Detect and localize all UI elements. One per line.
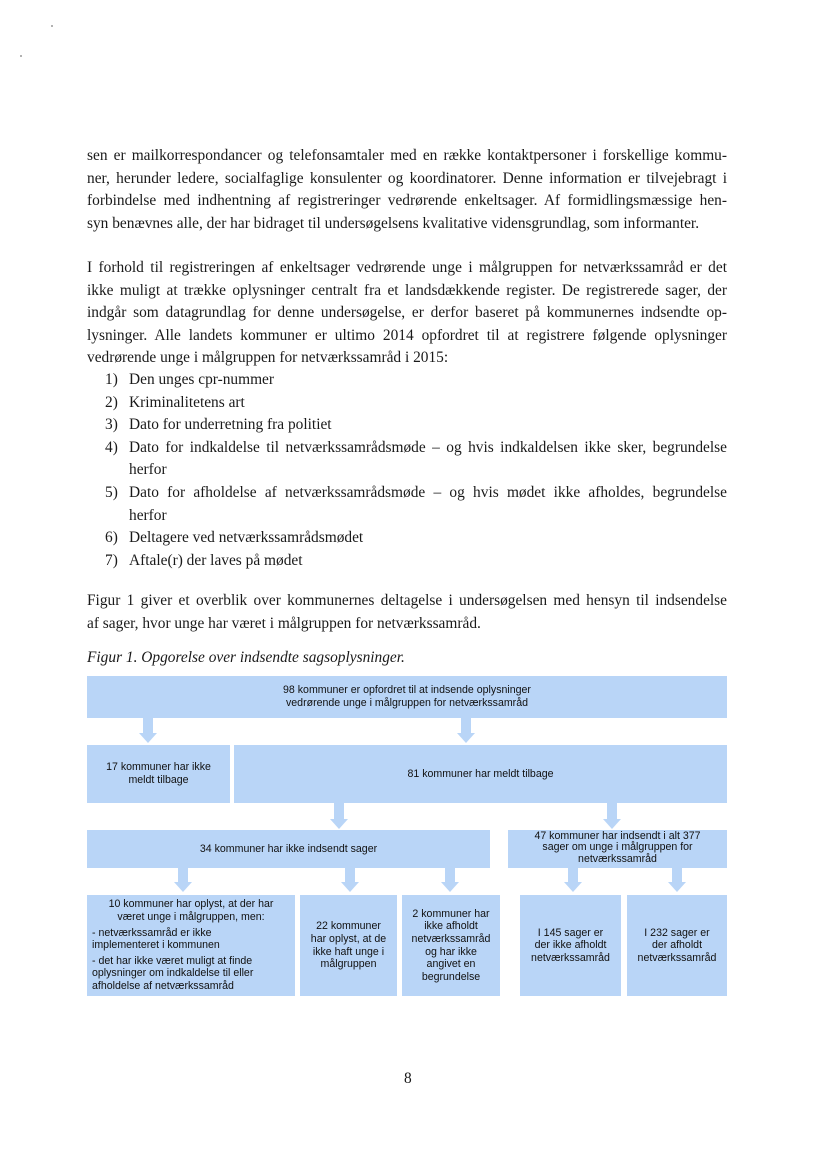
box-text: angivet en: [426, 958, 476, 971]
box-text: 10 kommuner har oplyst, at der har: [108, 898, 274, 911]
box-bullet: oplysninger om indkaldelse til eller: [92, 967, 254, 980]
box-text: begrundelse: [421, 970, 481, 983]
box-2-municipalities: [402, 895, 500, 996]
text-line: forbindelse med indhentning af registreringer vedrørende enkeltsager. Af formidlingsmæssige hen-: [87, 192, 727, 210]
box-text: ikke afholdt: [424, 920, 478, 933]
box-text: I 145 sager er: [537, 926, 604, 939]
list-text: Den unges cpr-nummer: [129, 371, 275, 388]
list-item: [87, 369, 727, 392]
list-item: [87, 482, 727, 527]
box-text: der ikke afholdt: [534, 939, 607, 952]
box-text: 2 kommuner har: [412, 907, 490, 920]
box-145-not-held: [520, 895, 621, 996]
box-bullet: - det har ikke været muligt at finde: [92, 954, 253, 967]
box-text: der afholdt: [651, 939, 703, 952]
box-81-replied: [234, 745, 727, 803]
box-47-sent-cases: [508, 830, 727, 868]
text-line: Figur 1 giver et overblik over kommunernes deltagelse i undersøgelsen med hensyn til indsendelse: [87, 592, 727, 609]
list-number: 2): [105, 393, 118, 411]
text-line: syn benævnes alle, der har bidraget til undersøgelsens kvalitative vidensgrundlag, som informanter.: [87, 214, 700, 232]
box-text: vedrørende unge i målgruppen for netværkssamråd: [285, 697, 528, 709]
page-number: 8: [404, 1070, 412, 1087]
box-17-not-replied: [87, 745, 230, 803]
box-98-municipalities: [87, 676, 727, 718]
box-text: har oplyst, at de: [310, 932, 387, 945]
list-text: Deltagere ved netværkssamrådsmødet: [129, 529, 364, 547]
text-line: indgår som datagrundlag for denne undersøgelse, er derfor baseret på kommunernes indsendte op-: [87, 304, 727, 322]
text-line: sen er mailkorrespondancer og telefonsamtaler med en række kontaktpersoner i forskellige kommu-: [87, 147, 727, 164]
box-232-held: [627, 895, 727, 996]
list-text-continued: herfor: [129, 506, 167, 524]
box-bullet: - netværkssamråd er ikke: [92, 926, 212, 939]
box-22-municipalities: [300, 895, 397, 996]
list-item: [87, 550, 727, 573]
list-number: 1): [105, 371, 118, 388]
box-text: målgruppen: [320, 958, 377, 971]
figure-caption: Figur 1. Opgorelse over indsendte sagsoplysninger.: [87, 649, 405, 666]
box-text: netværkssamråd: [411, 932, 491, 945]
list-item: [87, 392, 727, 415]
box-text: sager om unge i målgruppen for: [542, 841, 693, 854]
list-text: Aftale(r) der laves på mødet: [129, 551, 303, 569]
box-text: 81 kommuner har meldt tilbage: [407, 767, 554, 780]
list-number: 5): [105, 483, 118, 501]
box-text: 98 kommuner er opfordret til at indsende oplysninger: [283, 684, 531, 697]
box-text: ikke haft unge i: [312, 945, 385, 958]
list-item: [87, 527, 727, 550]
scan-speck: [20, 55, 22, 57]
text-line: vedrørende unge i målgruppen for netværkssamråd i 2015:: [87, 349, 449, 367]
list-item: [87, 437, 727, 482]
list-item: [87, 414, 727, 437]
registration-fields-list: [87, 369, 727, 572]
box-34-no-cases: [87, 830, 490, 868]
box-bullet: afholdelse af netværkssamråd: [92, 979, 234, 992]
list-number: 3): [105, 416, 118, 434]
list-text-continued: herfor: [129, 461, 167, 479]
text-line: I forhold til registreringen af enkeltsager vedrørende unge i målgruppen for netværkssamråd er det: [87, 259, 727, 276]
scan-speck: [51, 25, 53, 27]
box-text: I 232 sager er: [644, 926, 710, 939]
list-text: Dato for afholdelse af netværkssamrådsmøde – og hvis mødet ikke afholdes, begrundelse: [129, 483, 727, 501]
list-text: Dato for indkaldelse til netværkssamrådsmøde – og hvis indkaldelsen ikke sker, begrundelse: [129, 438, 727, 456]
box-text: 34 kommuner har ikke indsendt sager: [199, 842, 378, 855]
box-text: været unge i målgruppen, men:: [117, 911, 265, 924]
paragraph-registration: [87, 257, 727, 370]
text-line: ner, herunder ledere, socialfaglige konsulenter og koordinatorer. Denne information er tilvejebragt i: [87, 169, 727, 187]
list-number: 6): [105, 529, 118, 547]
box-text: 17 kommuner har ikke: [106, 761, 211, 774]
box-text: meldt tilbage: [128, 774, 189, 786]
box-10-municipalities: [87, 895, 295, 996]
box-text: netværkssamråd: [637, 951, 717, 964]
paragraph-informants: [87, 145, 727, 235]
text-line: af sager, hvor unge har været i målgruppen for netværkssamråd.: [87, 614, 481, 632]
list-number: 4): [105, 438, 118, 456]
list-text: Dato for underretning fra politiet: [129, 416, 332, 434]
list-number: 7): [105, 551, 118, 569]
box-text: netværkssamråd: [531, 951, 610, 964]
box-bullet: implementeret i kommunen: [92, 939, 220, 952]
list-text: Kriminalitetens art: [129, 393, 245, 411]
paragraph-figure-intro: [87, 590, 727, 635]
box-text: 47 kommuner har indsendt i alt 377: [534, 829, 701, 842]
box-text: og har ikke: [425, 945, 477, 958]
box-text: 22 kommuner: [316, 920, 381, 933]
text-line: ikke muligt at trække oplysninger centralt fra et landsdækkende register. De registrerede sager, der: [87, 281, 727, 299]
box-text: netværkssamråd: [578, 852, 657, 865]
text-line: lysninger. Alle landets kommuner er ultimo 2014 opfordret til at registrere følgende oplysninger: [87, 326, 727, 344]
